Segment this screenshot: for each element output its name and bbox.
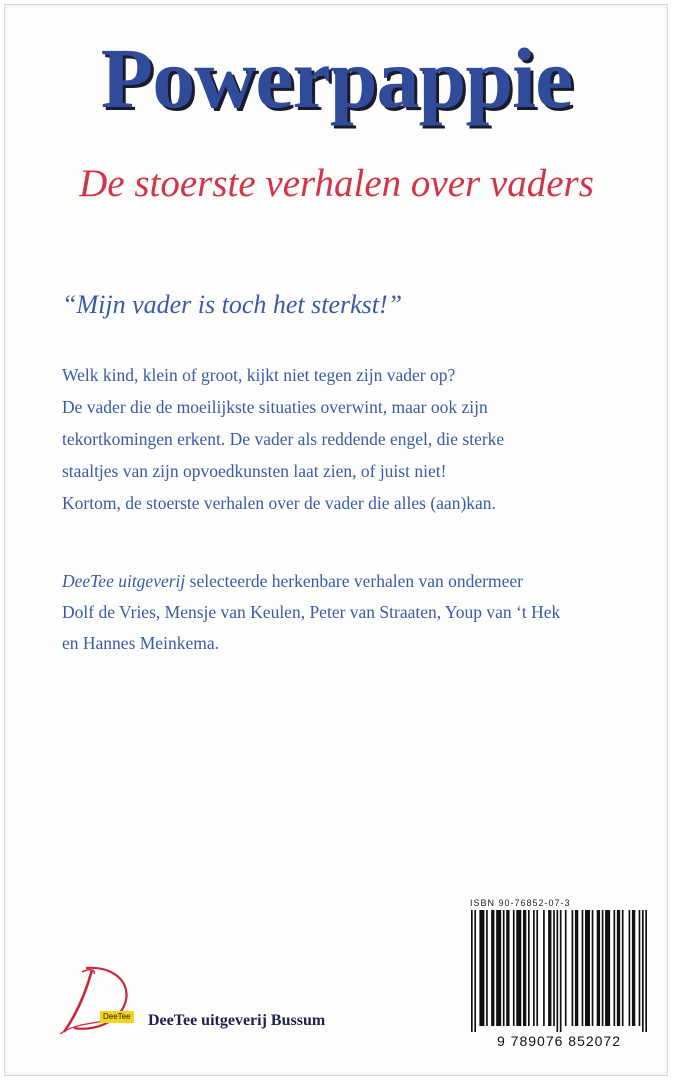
blurb-line: tekortkomingen erkent. De vader als reddende engel, die sterke <box>62 429 505 449</box>
barcode-bar <box>605 910 610 1026</box>
barcode-bar <box>642 910 644 1032</box>
barcode-bar <box>592 910 594 1026</box>
barcode-bar <box>556 910 558 1032</box>
barcode-bar <box>491 910 494 1026</box>
barcode-bar <box>565 910 567 1026</box>
credits-paragraph <box>62 566 662 659</box>
barcode-bar <box>560 910 562 1032</box>
blurb-line: De vader die de moeilijkste situaties overwint, maar ook zijn <box>62 397 488 417</box>
cover-quote: “Mijn vader is toch het sterkst!” <box>62 290 403 319</box>
barcode-icon <box>468 910 650 1032</box>
barcode-bar <box>513 910 515 1026</box>
barcode-bar <box>543 910 545 1026</box>
barcode-bar <box>602 910 604 1026</box>
barcode-bar <box>523 910 526 1026</box>
barcode-bar <box>613 910 615 1026</box>
blurb-paragraph <box>62 359 662 519</box>
barcode-bar <box>471 910 473 1032</box>
barcode-bar <box>486 910 488 1026</box>
barcode-bar <box>548 910 551 1026</box>
barcode-bar <box>536 910 538 1026</box>
blurb-line: staaltjes van zijn opvoedkunsten laat zien, of juist niet! <box>62 461 447 481</box>
logo-tag: DeeTee <box>100 1011 134 1023</box>
barcode-bar <box>533 910 535 1026</box>
book-subtitle: De stoerste verhalen over vaders <box>79 162 594 205</box>
barcode-bar <box>645 910 647 1032</box>
barcode-bar <box>528 910 530 1026</box>
barcode-bar <box>553 910 555 1026</box>
barcode-bar <box>629 910 631 1026</box>
barcode-bar <box>503 910 505 1026</box>
barcode-bar <box>506 910 509 1026</box>
barcode-bar <box>572 910 574 1026</box>
ean-number: 9 789076 852072 <box>497 1033 621 1049</box>
barcode-bar <box>632 910 635 1026</box>
barcode-bar <box>479 910 484 1026</box>
book-title: Powerpappie <box>100 30 573 126</box>
barcode-bar <box>582 910 584 1026</box>
barcode-bar <box>516 910 521 1026</box>
deetee-logo-icon <box>56 962 136 1038</box>
isbn-label: ISBN 90-76852-07-3 <box>470 898 571 908</box>
blurb-line: Kortom, de stoerste verhalen over de vader die alles (aan)kan. <box>62 493 496 513</box>
credits-line-rest: selecteerde herkenbare verhalen van ondermeer <box>185 571 523 591</box>
credits-line: Dolf de Vries, Mensje van Keulen, Peter van Straaten, Youp van ‘t Hek <box>62 602 561 622</box>
barcode-bar <box>474 910 476 1032</box>
barcode-bar <box>496 910 501 1026</box>
barcode-bar <box>597 910 600 1026</box>
blurb-line: Welk kind, klein of groot, kijkt niet tegen zijn vader op? <box>62 365 456 385</box>
publisher-name-italic: DeeTee uitgeverij <box>62 571 186 591</box>
credits-line: en Hannes Meinkema. <box>62 633 219 653</box>
credits-line <box>62 566 662 597</box>
publisher-imprint: DeeTee uitgeverij Bussum <box>148 1012 326 1029</box>
barcode-bar <box>622 910 624 1026</box>
barcode-bar <box>639 910 641 1026</box>
barcode-bar <box>585 910 590 1026</box>
barcode-bar <box>617 910 620 1026</box>
barcode-bar <box>575 910 578 1026</box>
